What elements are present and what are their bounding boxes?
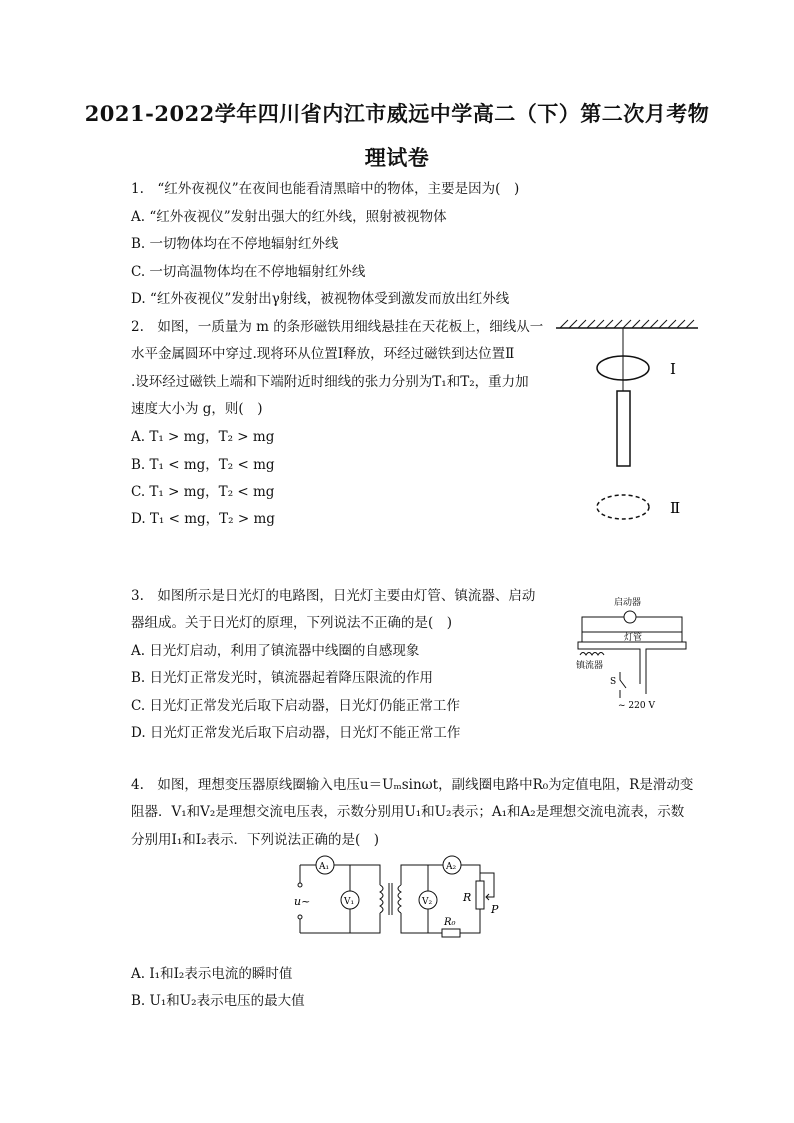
q1-stem: 1. “红外夜视仪”在夜间也能看清黑暗中的物体，主要是因为( ) [131, 181, 520, 197]
bar-magnet [617, 391, 630, 466]
q2-stem-line-2: 水平金属圆环中穿过.现将环从位置Ⅰ释放，环经过磁铁到达位置Ⅱ [131, 346, 515, 362]
q3-option-d: D. 日光灯正常发光后取下启动器，日光灯不能正常工作 [131, 725, 461, 741]
starter-symbol [624, 611, 636, 623]
primary-circuit [300, 865, 380, 933]
starter-wires [582, 617, 682, 634]
primary-coil [380, 885, 383, 913]
a2-label: A₂ [446, 862, 457, 872]
ballast-coil [580, 653, 604, 656]
v2-label: V₂ [422, 897, 433, 907]
q4-transformer-figure [292, 853, 506, 941]
v1-label: V₁ [344, 897, 355, 907]
resistor-r0 [442, 929, 460, 937]
ring-position-2 [597, 495, 649, 519]
q4-stem-line-3: 分别用I₁和I₂表示．下列说法正确的是( ) [131, 832, 380, 848]
q3-stem-line-2: 器组成。关于日光灯的原理，下列说法不正确的是( ) [131, 615, 453, 631]
q2-option-b: B. T₁ < mg，T₂ < mg [131, 457, 275, 473]
ballast-label: 镇流器 [576, 661, 604, 671]
switch-label: S [610, 677, 617, 687]
tube-label: 灯管 [624, 633, 643, 643]
secondary-coil [398, 885, 401, 913]
q4-option-b: B. U₁和U₂表示电压的最大值 [131, 993, 305, 1009]
r-label: R [463, 891, 472, 904]
q2-stem-line-4: 速度大小为 g，则( ) [131, 401, 263, 417]
q3-circuit-figure [570, 594, 695, 710]
q2-magnet-figure [552, 318, 702, 533]
q3-option-b: B. 日光灯正常发光时，镇流器起着降压限流的作用 [131, 670, 434, 686]
q1-option-b: B. 一切物体均在不停地辐射红外线 [131, 236, 339, 252]
q4-stem-line-2: 阻器．V₁和V₂是理想交流电压表，示数分别用U₁和U₂表示；A₁和A₂是理想交流电流表，示数 [131, 804, 685, 820]
q2-option-c: C. T₁ > mg，T₂ < mg [131, 484, 275, 500]
source-u-label: u~ [294, 895, 311, 908]
rheostat-r [476, 881, 484, 909]
q1-option-a: A. “红外夜视仪”发射出强大的红外线，照射被视物体 [131, 209, 447, 225]
switch-wire [620, 672, 626, 698]
q3-stem-line-1: 3. 如图所示是日光灯的电路图，日光灯主要由灯管、镇流器、启动 [131, 588, 536, 604]
q2-option-a: A. T₁ > mg，T₂ > mg [131, 429, 275, 445]
a1-label: A₁ [319, 862, 330, 872]
terminal-top [298, 883, 302, 887]
r0-label: R₀ [444, 917, 456, 928]
q3-option-a: A. 日光灯启动，利用了镇流器中线圈的自感现象 [131, 643, 420, 659]
q4-stem-line-1: 4. 如图，理想变压器原线圈输入电压u＝Uₘsinωt，副线圈电路中R₀为定值电阻，R是滑动变 [131, 777, 694, 793]
p-label: P [491, 903, 499, 916]
terminal-bottom [298, 915, 302, 919]
q4-option-a: A. I₁和I₂表示电流的瞬时值 [131, 966, 293, 982]
q1-option-c: C. 一切高温物体均在不停地辐射红外线 [131, 264, 366, 280]
source-label: ~ 220 V [618, 701, 655, 710]
label-position-2: Ⅱ [670, 499, 681, 517]
page-title-cont: 理试卷 [364, 145, 430, 170]
label-position-1: Ⅰ [670, 360, 676, 378]
ceiling-hatch [560, 320, 694, 328]
q2-option-d: D. T₁ < mg，T₂ > mg [131, 511, 275, 527]
page-title: 2021-2022学年四川省内江市威远中学高二（下）第二次月考物 [84, 101, 710, 126]
q2-stem-line-1: 2. 如图，一质量为 m 的条形磁铁用细线悬挂在天花板上，细线从一 [131, 319, 544, 335]
q3-option-c: C. 日光灯正常发光后取下启动器，日光灯仍能正常工作 [131, 698, 460, 714]
q2-stem-line-3: .设环经过磁铁上端和下端附近时细线的张力分别为T₁和T₂，重力加 [131, 374, 529, 390]
starter-label: 启动器 [614, 598, 642, 608]
q1-option-d: D. “红外夜视仪”发射出γ射线，被视物体受到激发而放出红外线 [131, 291, 510, 307]
